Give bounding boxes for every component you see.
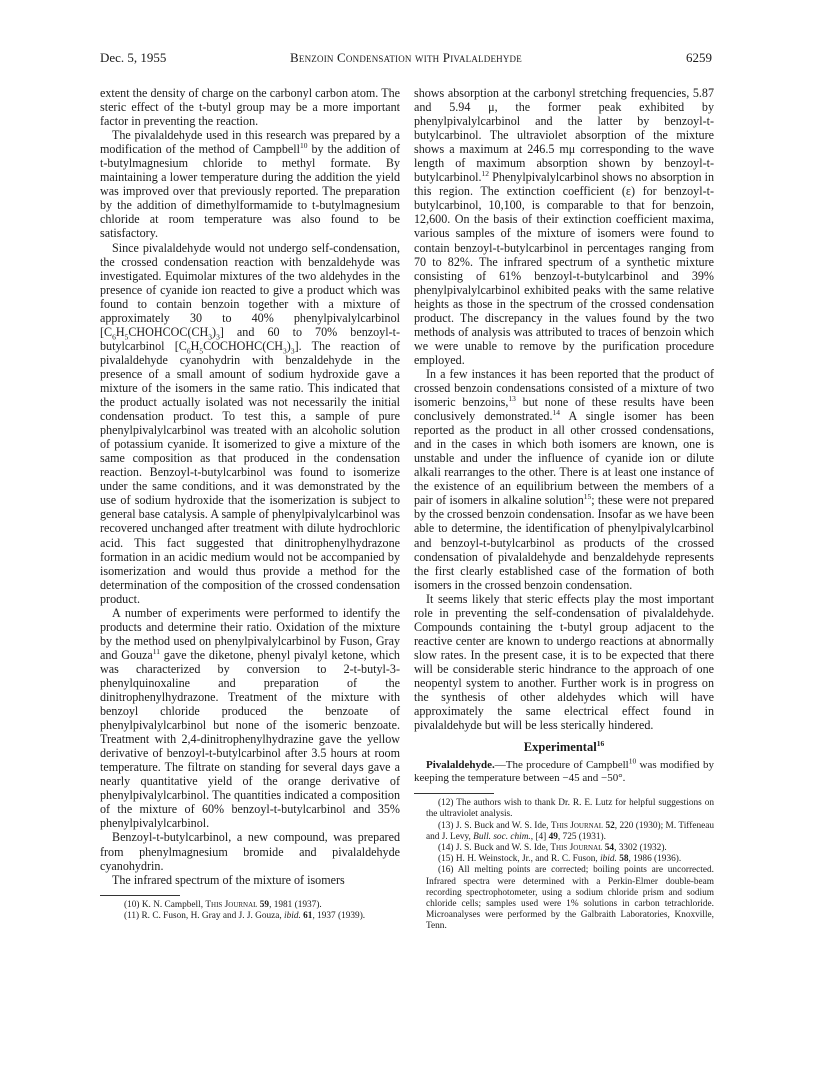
footnote-rule	[414, 793, 494, 794]
header-page-number: 6259	[686, 50, 712, 65]
paragraph: The pivalaldehyde used in this research was prepared by a modification of the method of Campbell$^{10}$ by the addition of t-butylmagnesium chloride to methyl formate. By maintaining a lower temperature during the addition the yield was improved over that previously reported. The preparation by the addition of dimethylformamide to t-butylmagnesium chloride at room temperature was also found to be satisfactory.	[100, 128, 401, 241]
paragraph: Since pivalaldehyde would not undergo self-condensation, the crossed condensation reaction with benzaldehyde was investigated. Equimolar mixtures of the two aldehydes in the presence of cyanide ion reacted to give a product which was found to contain benzoin together with a mixture of approximately 30 to 40% phenylpivalylcarbinol $[C_6H_5CHOHCOC(CH_3)_3]$ and 60 to 70% benzoyl-t-butylcarbinol $[C_6H_5COCHOHC(CH_3)_3]$. The reaction of pivalaldehyde cyanohydrin with benzaldehyde in the presence of a small amount of sodium hydroxide gave a mixture of the isomers in the same ratio. This indicated that the product actually isolated was not necessarily the initial condensation product. To test this, a sample of pure phenylpivalylcarbinol was treated with an alcoholic solution of potassium cyanide. It isomerized to give a mixture of the same composition as that produced in the condensation reaction. Benzoyl-t-butylcarbinol was found to isomerize under the same conditions, and it was demonstrated by the use of sodium hydroxide that the isomerization is subject to general base catalysis. A sample of phenylpivalylcarbinol was recovered unchanged after treatment with dilute hydrochloric acid. This fact suggested that dinitrophenylhydrazone formation in an acidic medium would not be accompanied by isomerization and would thus provide a method for the determination of the composition of the crossed condensation product.	[100, 240, 400, 606]
reference-mark: 14	[552, 408, 560, 418]
paragraph: A number of experiments were performed to identify the products and determine their ratio. Oxidation of the mixture by the method used on phenylpivalylcarbinol by Fuson, Gray and Gouza$^{11}$ gave the diketone, phenyl pivalyl ketone, which was characterized by conversion to 2-t-butyl-3-phenylquinoxaline and preparation of the dinitrophenylhydrazone. Treatment of the mixture with benzoyl chloride produced the benzoate of phenylpivalylcarbinol but none of the isomeric benzoate. Treatment with 2,4-dinitrophenylhydrazine gave the yellow derivative of benzoyl-t-butylcarbinol after 3.5 hours at room temperature. The filtrate on standing for several days gave a nearly quantitative yield of the orange derivative of phenylpivalylcarbinol. The quantities indicated a composition of the mixture of 60% benzoyl-t-butylcarbinol and 35% phenylpivalylcarbinol.	[100, 605, 400, 831]
footnote: (10) K. N. Campbell, This Journal 59, 1981 (1937).	[124, 899, 322, 910]
reference-mark: 13	[508, 394, 516, 403]
footnotes	[414, 793, 714, 932]
right-column	[414, 86, 714, 933]
paragraph: shows absorption at the carbonyl stretching frequencies, 5.87 and 5.94 μ, the former peak exhibited by phenylpivalylcarbinol and the latter by benzoyl-t-butylcarbinol. The ultraviolet absorption of the mixture shows a maximum at 246.5 mμ corresponding to the wave length of maximum absorption shown by benzoyl-t-butylcarbinol.$^{12}$ Phenylpivalylcarbinol shows no absorption in this region. The extinction coefficient (ε) for benzoyl-t-butylcarbinol, 10,100, is comparable to that for benzoin, 12,600. On the basis of their extinction coefficient maxima, various samples of the mixture of isomers were found to contain benzoyl-t-butylcarbinol in percentages ranging from 70 to 82%. The infrared spectrum of a synthetic mixture consisting of 61% benzoyl-t-butylcarbinol and 39% phenylpivalylcarbinol exhibited peaks with the same relative heights as those in the spectrum of the crossed condensation product. The discrepancy in the values found by the two methods of analysis was attributed to traces of benzoin which we were unable to remove by the purification procedure employed.	[414, 86, 714, 367]
reference-mark: 16	[596, 739, 605, 748]
reference-mark: 12	[481, 169, 490, 179]
footnote: (13) J. S. Buck and W. S. Ide, This Journal 52, 220 (1930); M. Tiffeneau and J. Levy, Bull. soc. chim., [4] 49, 725 (1931).	[426, 820, 715, 842]
footnote: (16) All melting points are corrected; boiling points are uncorrected. Infrared spectra were determined with a Perkin-Elmer double-beam recording spectrophotometer, using a sodium chloride prism and sodium chloride cells; samples used were 1% solutions in carbon tetrachloride. Microanalyses were performed by the Galbraith Laboratories, Knoxville, Tenn.	[426, 865, 714, 932]
footnote-rule	[100, 895, 180, 896]
paragraph: extent the density of charge on the carbonyl carbon atom. The steric effect of the t-butyl group may be a more important factor in preventing the reaction.	[100, 86, 400, 129]
footnote: (12) The authors wish to thank Dr. R. E. Lutz for helpful suggestions on the ultraviolet analysis.	[426, 798, 714, 820]
paragraph: The infrared spectrum of the mixture of isomers	[112, 872, 345, 887]
footnote: (11) R. C. Fuson, H. Gray and J. J. Gouza, ibid. 61, 1937 (1939).	[124, 910, 366, 921]
reference-mark: 11	[152, 646, 161, 656]
header-title: Benzoin Condensation with Pivalaldehyde	[290, 50, 522, 65]
footnote: (15) H. H. Weinstock, Jr., and R. C. Fuson, ibid. 58, 1986 (1936).	[438, 854, 682, 865]
paragraph: Benzoyl-t-butylcarbinol, a new compound, was prepared from phenylmagnesium bromide and pivalaldehyde cyanohydrin.	[100, 830, 400, 873]
left-column	[100, 86, 400, 922]
reference-mark: 10	[299, 141, 308, 151]
experimental-paragraph: Pivalaldehyde.—The procedure of Campbell$^{10}$ was modified by keeping the temperature between −45 and −50°.	[414, 756, 714, 785]
reference-mark: 10	[628, 756, 637, 766]
section-heading: Experimental$^{16}$	[523, 739, 605, 755]
footnotes	[100, 895, 400, 922]
running-header	[100, 50, 712, 70]
header-date: Dec. 5, 1955	[100, 50, 167, 65]
reference-mark: 15	[583, 492, 592, 502]
paragraph: It seems likely that steric effects play the most important role in preventing the self-condensation of pivalaldehyde. Compounds containing the t-butyl group adjacent to the reactive center are known to undergo reactions at abnormally slow rates. In the present case, it is to be expected that there will be considerable steric hindrance to the approach of one neopentyl system to another. Further work is in progress on the synthesis of other aldehydes which will have approximately the same electrical effect found in pivalaldehyde but will be less sterically hindered.	[414, 591, 714, 733]
footnote: (14) J. S. Buck and W. S. Ide, This Journal 54, 3302 (1932).	[438, 843, 667, 854]
paragraph: In a few instances it has been reported that the product of crossed benzoin condensations consisted of a mixture of two isomeric benzoins,$^{13}$ but none of these results have been conclusively demonstrated.$^{14}$ A single isomer has been reported as the product in all other crossed condensations, and in the cases in which both isomers are known, one is unstable and under the influence of cyanide ion or dilute alkali rearranges to the other. There is at least one instance of the existence of an equilibrium between the members of a pair of isomers in alkaline solution$^{15}$; these were not prepared by the crossed benzoin condensation. Insofar as we have been able to determine, the identification of phenylpivalylcarbinol and benzoyl-t-butylcarbinol as products of the crossed condensation of pivalaldehyde and benzaldehyde represents the first clearly established case of the formation of both isomers in the crossed benzoin condensation.	[414, 366, 714, 592]
